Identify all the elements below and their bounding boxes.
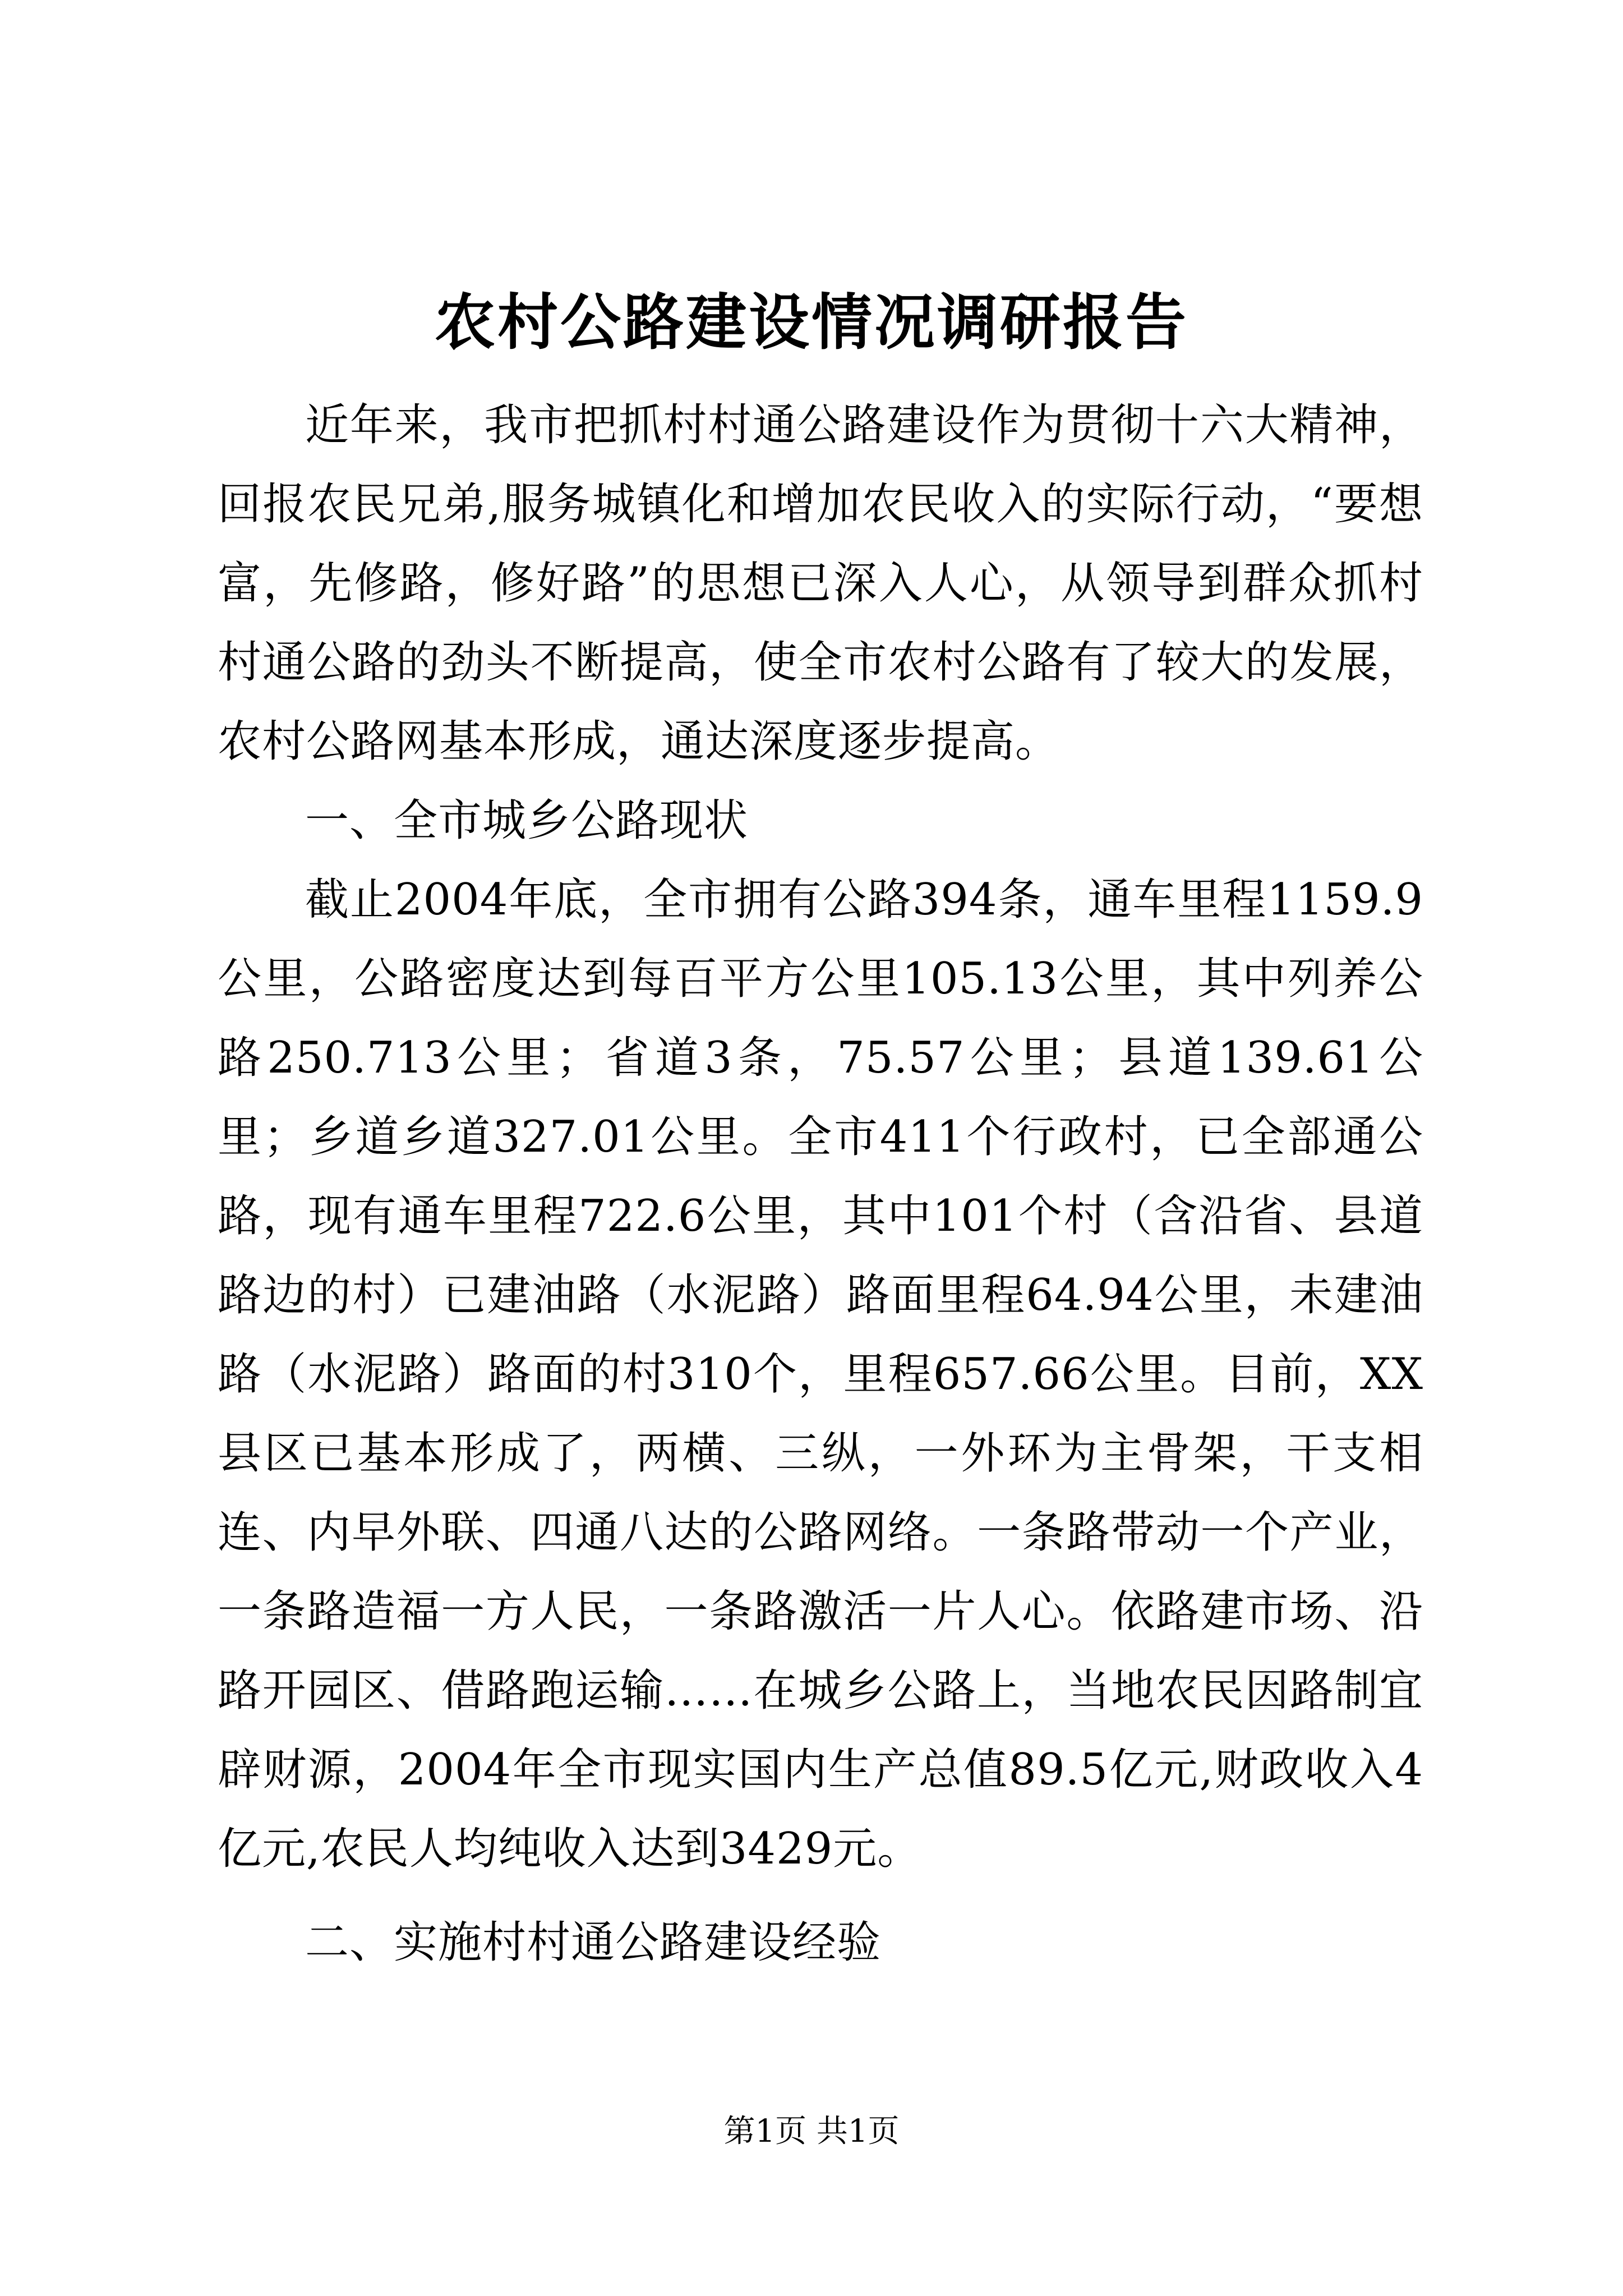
document-body [218,386,1423,1982]
section-heading-2: 二、实施村村通公路建设经验 [305,1917,882,1968]
paragraph-intro: 近年来，我市把抓村村通公路建设作为贯彻十六大精神，回报农民兄弟,服务城镇化和增加农民收入的实际行动，“要想富，先修路，修好路”的思想已深入人心，从领导到群众抓村村通公路的劲头不断提高，使全市农村公路有了较大的发展，农村公路网基本形成，通达深度逐步提高。 [218,400,1423,767]
section-heading-1: 一、全市城乡公路现状 [305,795,749,846]
page-footer: 第1页 共1页 [723,2113,900,2150]
page-title: 农村公路建设情况调研报告 [434,287,1188,358]
paragraph-status: 截止2004年底，全市拥有公路394条，通车里程1159.9公里，公路密度达到每百平方公里105.13公里，其中列养公路250.713公里；省道3条，75.57公里；县道139.61公里；乡道乡道327.01公里。全市411个行政村，已全部通公路，现有通车里程722.6公里，其中101个村（含沿省、县道路边的村）已建油路（水泥路）路面里程64.94公里，未建油路（水泥路）路面的村310个，里程657.66公里。目前，XX县区已基本形成了，两横、三纵，一外环为主骨架，干支相连、内早外联、四通八达的公路网络。一条路带动一个产业，一条路造福一方人民，一条路激活一片人心。依路建市场、沿路开园区、借路跑运输……在城乡公路上，当地农民因路制宜辟财源，2004年全市现实国内生产总值89.5亿元,财政收入4亿元,农民人均纯收入达到3429元。 [218,875,1423,1874]
